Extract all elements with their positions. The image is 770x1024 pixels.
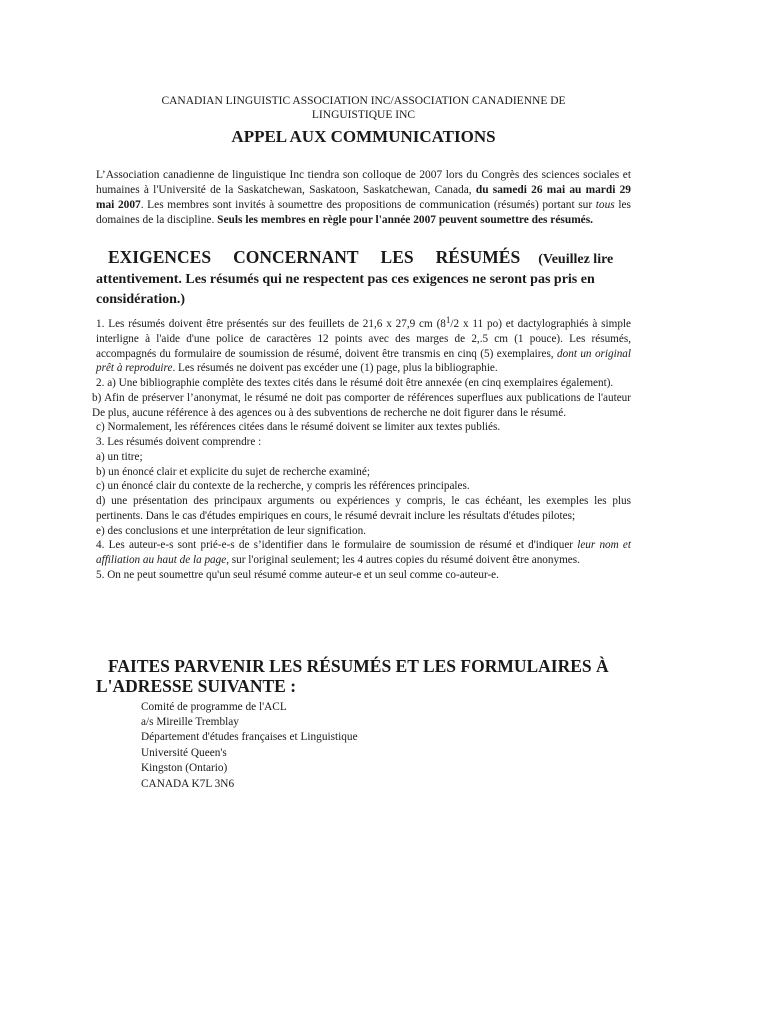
requirement-3e: e) des conclusions et une interprétation de leur signification. [96,524,366,537]
intro-tous: tous [592,199,615,211]
address-line: CANADA K7L 3N6 [141,777,235,790]
requirement-1-text-b: /2 x 11 po) et dactylographiés à simple interligne à l'aide d'une police de caractères 12 points avec des marges de 2,.5 cm (1 pouce). Les résumés, accompagnés du formulaire de soumission de résumé, doivent être transmis en cinq (5) exemplaires, [96,318,631,360]
requirements-heading [96,248,631,309]
requirement-3d: d) une présentation des principaux arguments ou expériences y compris, le cas échéant, les exemples les plus pertinents. Dans le cas d'études empiriques en cours, le résumé devrait inclure les résultats d'études pilotes; [96,495,631,522]
requirement-4 [96,538,631,568]
intro-text-1: L’Association canadienne de linguistique Inc tiendra son colloque de 2007 lors du Congrès des sciences sociales et humaines à l'Université de la Saskatchewan, Saskatoon, Saskatchewan, Canada, [96,169,631,196]
requirement-3b: b) un énoncé clair et explicite du sujet de recherche examiné; [96,465,370,478]
intro-paragraph [96,168,631,228]
address-line: Comité de programme de l'ACL [141,700,287,713]
page-title: APPEL AUX COMMUNICATIONS [231,127,496,146]
requirement-1-sup: 1 [445,315,451,325]
intro-dates: du samedi 26 mai au mardi 29 mai 2007 [96,184,631,211]
requirement-5: 5. On ne peut soumettre qu'un seul résumé comme auteur-e et un seul comme co-auteur-e. [96,568,499,581]
document-page [92,94,631,792]
address-line: Kingston (Ontario) [141,762,228,775]
submission-heading-line-1: FAITES PARVENIR LES RÉSUMÉS ET LES FORMULAIRES À [108,655,609,676]
requirement-3a: a) un titre; [96,450,143,463]
requirements-heading-word-4: RÉSUMÉS [435,247,521,267]
intro-text-2: . Les membres sont invités à soumettre des propositions de communication (résumés) portant sur [140,199,593,211]
requirements-note-start: (Veuillez lire [538,252,614,267]
address-line: Département d'études françaises et Linguistique [141,731,358,744]
association-name-line-2: LINGUISTIQUE INC [311,109,416,121]
requirement-2c: c) Normalement, les références citées dans le résumé doivent se limiter aux textes publiés. [96,421,501,434]
requirement-1 [96,313,631,376]
requirement-1-italic: dont un original prêt à reproduire [96,347,631,375]
mailing-address [141,700,631,792]
submission-heading-line-2: L'ADRESSE SUIVANTE : [96,675,297,696]
requirement-1-text-c: . Les résumés ne doivent pas excéder une (1) page, plus la bibliographie. [172,362,498,375]
submission-heading [96,656,631,696]
address-line: Université Queen's [141,746,227,759]
requirement-1-text-a: 1. Les résumés doivent être présentés sur des feuillets de 21,6 x 27,9 cm (8 [96,318,446,330]
intro-text-3: les domaines de la discipline. [96,199,631,226]
requirements-heading-word-3: LES [380,247,414,267]
requirements-heading-word-2: CONCERNANT [233,247,359,267]
requirement-4-text-b: , sur l'original seulement; les 4 autres copies du résumé doivent être anonymes. [226,554,580,566]
requirements-list [92,313,631,583]
requirement-3: 3. Les résumés doivent comprendre : [96,436,262,448]
requirement-2b: b) Afin de préserver l’anonymat, le résumé ne doit pas comporter de références superflues aux publications de l'auteur De plus, aucune référence à des agences ou à des subventions de recherche ne doit figurer dans le résumé. [92,391,631,419]
requirement-3c: c) un énoncé clair du contexte de la recherche, y compris les références principales. [96,480,470,493]
address-line: a/s Mireille Tremblay [141,715,239,728]
requirement-4-text-a: 4. Les auteur-e-s sont prié-e-s de s’identifier dans le formulaire de soumission de résumé et d'indiquer [96,539,578,552]
association-name-line-1: CANADIAN LINGUISTIC ASSOCIATION INC/ASSOCIATION CANADIENNE DE [161,95,566,107]
requirements-note: attentivement. Les résumés qui ne respectent pas ces exigences ne seront pas pris en considération.) [96,272,595,307]
requirement-4-italic: leur nom et affiliation au haut de la page [96,539,631,566]
requirement-2a: 2. a) Une bibliographie complète des textes cités dans le résumé doit être annexée (en cinq exemplaires également). [96,377,614,389]
intro-members-note: Seuls les membres en règle pour l'année 2007 peuvent soumettre des résumés. [217,214,594,226]
requirements-heading-word-1: EXIGENCES [108,247,212,267]
